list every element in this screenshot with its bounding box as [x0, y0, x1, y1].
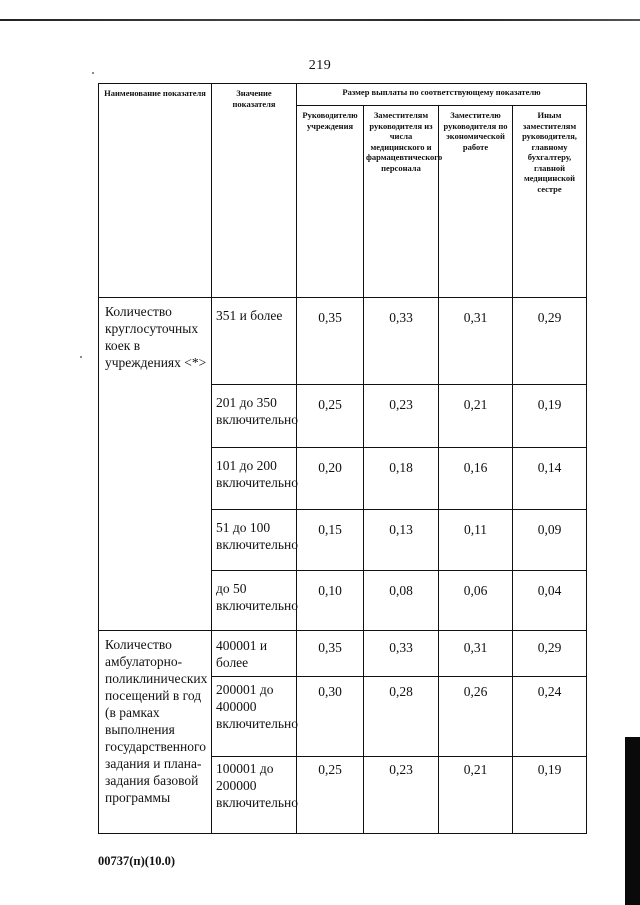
payment-cell: 0,33	[364, 298, 439, 385]
payment-cell: 0,31	[439, 298, 513, 385]
payment-cell: 0,31	[439, 631, 513, 677]
indicator-value: 351 и более	[212, 298, 297, 385]
payment-cell: 0,20	[297, 448, 364, 510]
payment-cell: 0,35	[297, 631, 364, 677]
payment-cell: 0,19	[513, 385, 587, 448]
payment-cell: 0,25	[297, 385, 364, 448]
payment-cell: 0,25	[297, 757, 364, 834]
payment-cell: 0,19	[513, 757, 587, 834]
payment-cell: 0,30	[297, 677, 364, 757]
header-other-deputies: Иным заместителям руководителя, главному бухгалтеру, главной медицинской сестре	[513, 106, 587, 298]
header-indicator-value: Значение показателя	[212, 84, 297, 298]
payment-cell: 0,18	[364, 448, 439, 510]
page-number: 219	[308, 58, 332, 73]
payment-cell: 0,35	[297, 298, 364, 385]
payment-cell: 0,23	[364, 757, 439, 834]
payment-cell: 0,10	[297, 571, 364, 631]
indicator-value: 100001 до 200000 включительно	[212, 757, 297, 834]
indicator-value: 200001 до 400000 включительно	[212, 677, 297, 757]
header-payment-group: Размер выплаты по соответствующему показателю	[297, 84, 587, 106]
payment-cell: 0,08	[364, 571, 439, 631]
scan-top-line	[0, 19, 640, 21]
payment-cell: 0,09	[513, 510, 587, 571]
indicator-value: 101 до 200 включительно	[212, 448, 297, 510]
indicator-value: до 50 включительно	[212, 571, 297, 631]
document-code: 00737(п)(10.0)	[98, 854, 175, 868]
payment-cell: 0,06	[439, 571, 513, 631]
table-row	[99, 631, 587, 677]
indicator-value: 51 до 100 включительно	[212, 510, 297, 571]
payment-cell: 0,26	[439, 677, 513, 757]
payment-cell: 0,29	[513, 298, 587, 385]
payment-cell: 0,28	[364, 677, 439, 757]
payment-cell: 0,15	[297, 510, 364, 571]
indicator-value: 201 до 350 включительно	[212, 385, 297, 448]
header-economic-deputy: Заместителю руководителя по экономической работе	[439, 106, 513, 298]
payment-cell: 0,24	[513, 677, 587, 757]
header-medical-deputies: Заместителям руководителя из числа медицинского и фармацевтического персонала	[364, 106, 439, 298]
indicator-value: 400001 и более	[212, 631, 297, 677]
payment-cell: 0,14	[513, 448, 587, 510]
payment-cell: 0,21	[439, 757, 513, 834]
payment-cell: 0,13	[364, 510, 439, 571]
indicator-name-visits: Количество амбулаторно-поликлинических посещений в год (в рамках выполнения государственного задания и плана-задания базовой программы	[99, 631, 212, 834]
payment-table	[98, 83, 587, 834]
scan-speck	[80, 356, 82, 358]
payment-cell: 0,21	[439, 385, 513, 448]
header-head-of-institution: Руководителю учреждения	[297, 106, 364, 298]
table-row	[99, 298, 587, 385]
payment-cell: 0,33	[364, 631, 439, 677]
payment-cell: 0,23	[364, 385, 439, 448]
header-indicator-name: Наименование показателя	[99, 84, 212, 298]
scan-edge-mark	[625, 737, 640, 905]
payment-cell: 0,29	[513, 631, 587, 677]
payment-cell: 0,04	[513, 571, 587, 631]
payment-cell: 0,11	[439, 510, 513, 571]
indicator-name-beds: Количество круглосуточных коек в учреждениях <*>	[99, 298, 212, 631]
payment-cell: 0,16	[439, 448, 513, 510]
